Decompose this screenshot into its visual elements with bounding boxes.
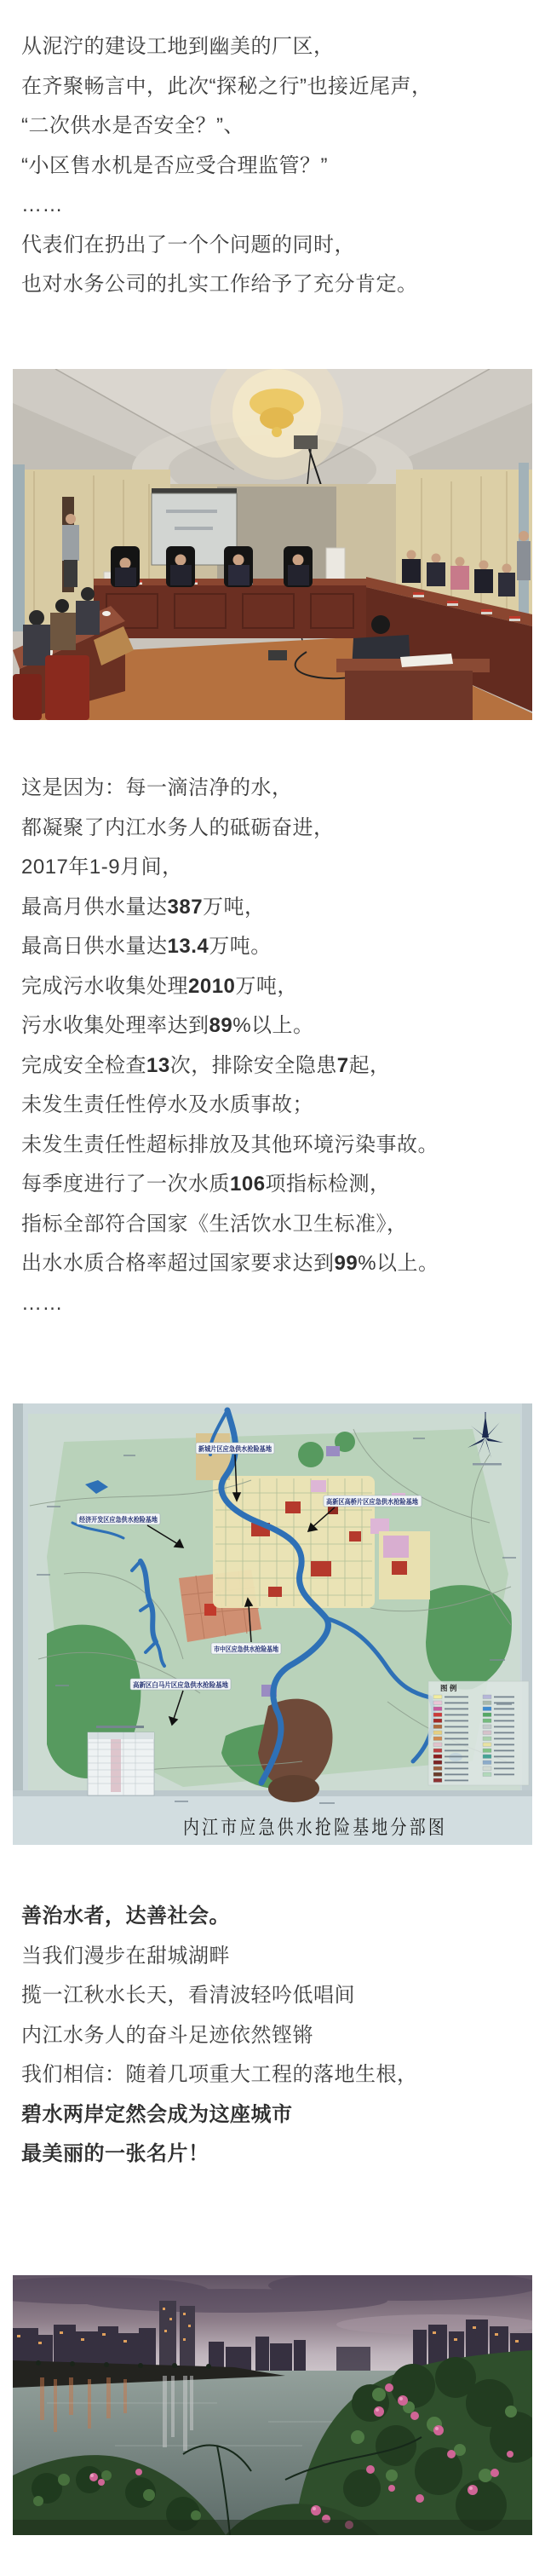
text-line: 未发生责任性停水及水质事故； <box>21 1093 313 1116</box>
text-line: 最高日供水量达13.4万吨。 <box>21 935 272 958</box>
text-line: 内江水务人的奋斗足迹依然铿锵 <box>21 2023 313 2047</box>
text-line: …… <box>21 1291 63 1315</box>
paragraph-closing <box>21 1897 418 2175</box>
map-legend <box>428 1681 529 1785</box>
text-line: 从泥泞的建设工地到幽美的厂区， <box>21 35 335 58</box>
map-data-table <box>88 1726 154 1795</box>
text-line: 我们相信：随着几项重大工程的落地生根， <box>21 2063 418 2086</box>
text-line: 每季度进行了一次水质106项指标检测， <box>21 1173 391 1196</box>
text-line: 碧水两岸定然会成为这座城市 <box>21 2102 293 2126</box>
map-label-gaoqiao: 高新区高桥片区应急供水抢险基地 <box>326 1498 428 1506</box>
text-line: …… <box>21 193 63 216</box>
text-line: 指标全部符合国家《生活饮水卫生标准》， <box>21 1212 408 1236</box>
river-sunset-photo[interactable] <box>13 2275 532 2535</box>
text-line: 善治水者，达善社会。 <box>21 1905 230 1928</box>
text-line: 也对水务公司的扎实工作给予了充分肯定。 <box>21 273 418 296</box>
city-map-figure[interactable] <box>13 1403 532 1845</box>
text-line: 最美丽的一张名片！ <box>21 2142 209 2165</box>
text-line: 出水水质合格率超过国家要求达到99%以上。 <box>21 1252 439 1275</box>
paragraph-intro <box>21 27 432 305</box>
map-caption: 内江市应急供水抢险基地分部图 <box>183 1817 447 1838</box>
text-line: 2017年1-9月间， <box>21 856 183 879</box>
text-line: 在齐聚畅言中，此次“探秘之行”也接近尾声， <box>21 74 433 98</box>
map-label-shizhong: 市中区应急供水抢险基地 <box>214 1645 289 1653</box>
text-line: 完成污水收集处理2010万吨， <box>21 974 298 998</box>
text-line: 揽一江秋水长天，看清波轻吟低唱间 <box>21 1984 355 2007</box>
meeting-room-photo[interactable] <box>13 369 532 720</box>
map-label-baima: 高新区白马片区应急供水抢险基地 <box>133 1681 235 1689</box>
red-chair <box>13 674 42 720</box>
legend-title: 图 例 <box>440 1684 457 1692</box>
map-label-xincheng: 新城片区应急供水抢险基地 <box>198 1445 280 1453</box>
window-left <box>13 464 25 631</box>
projector <box>294 435 318 449</box>
paragraph-achievements <box>21 769 439 1323</box>
text-line: 代表们在扔出了一个个问题的同时， <box>21 233 355 256</box>
text-line: 都凝聚了内江水务人的砥砺奋进， <box>21 815 335 839</box>
text-line: 完成安全检查13次，排除安全隐患7起， <box>21 1053 391 1077</box>
text-line: “小区售水机是否应受合理监管？” <box>21 153 328 177</box>
text-line: 这是因为：每一滴洁净的水， <box>21 776 293 799</box>
text-line: 当我们漫步在甜城湖畔 <box>21 1944 230 1968</box>
text-line: 未发生责任性超标排放及其他环境污染事故。 <box>21 1132 439 1156</box>
red-chair <box>45 655 89 720</box>
text-line: “二次供水是否安全？”、 <box>21 114 244 137</box>
text-line: 污水收集处理率达到89%以上。 <box>21 1014 314 1037</box>
map-label-jingkai: 经济开发区应急供水抢险基地 <box>79 1516 168 1524</box>
text-line: 最高月供水量达387万吨， <box>21 895 266 919</box>
